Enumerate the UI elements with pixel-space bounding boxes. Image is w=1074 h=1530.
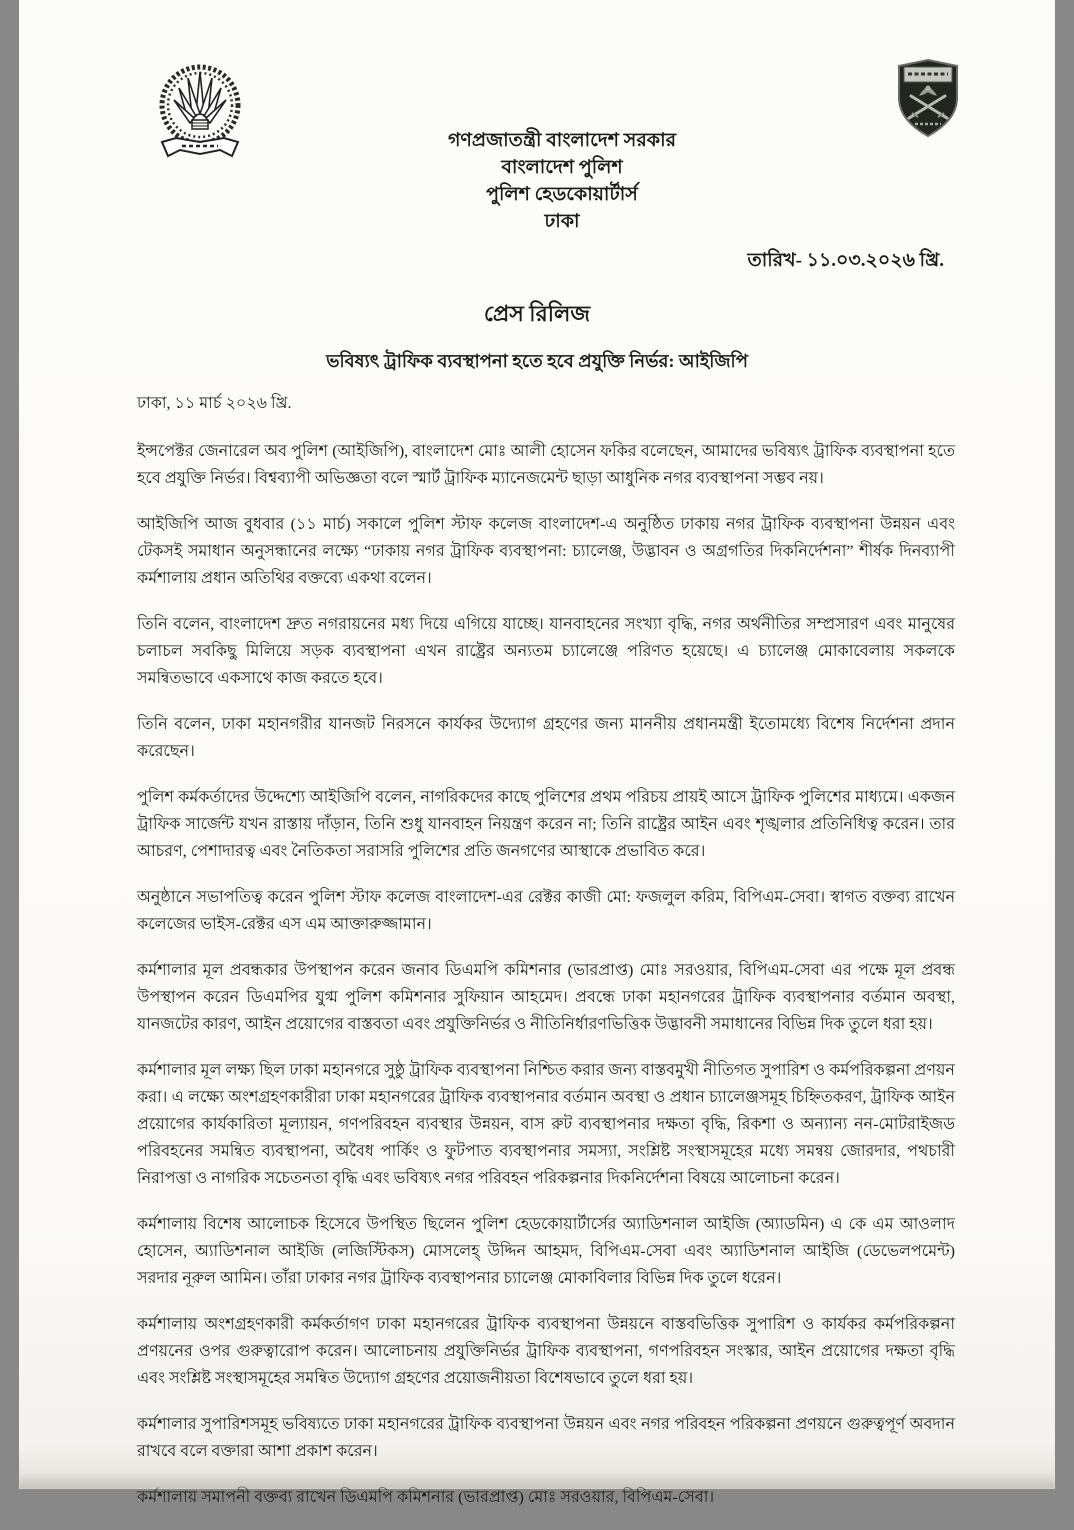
body-paragraph: তিনি বলেন, ঢাকা মহানগরীর যানজট নিরসনে কার্যকর উদ্যোগ গ্রহণের জন্য মাননীয় প্রধানমন্ত্রী ইতোমধ্যে বিশেষ নির্দেশনা প্রদান করেছেন।	[137, 716, 955, 760]
body-paragraph: ইন্সপেক্টর জেনারেল অব পুলিশ (আইজিপি), বাংলাদেশ মোঃ আলী হোসেন ফকির বলেছেন, আমাদের ভবিষ্যৎ ট্রাফিক ব্যবস্থাপনা হতে হবে প্রযুক্তি নির্ভর। বিশ্বব্যাপী অভিজ্ঞতা বলে স্মার্ট ট্রাফিক ম্যানেজমেন্ট ছাড়া আধুনিক নগর ব্যবস্থাপনা সম্ভব নয়।	[137, 443, 955, 487]
header-govt-line: গণপ্রজাতন্ত্রী বাংলাদেশ সরকার	[447, 130, 677, 151]
header-hq-line: পুলিশ হেডকোয়ার্টার্স	[486, 184, 638, 205]
press-release-body	[137, 390, 955, 1530]
body-paragraph: পুলিশ কর্মকর্তাদের উদ্দেশ্যে আইজিপি বলেন, নাগরিকদের কাছে পুলিশের প্রথম পরিচয় প্রায়ই আসে ট্রাফিক পুলিশের মাধ্যমে। একজন ট্রাফিক সার্জেন্ট যখন রাস্তায় দাঁড়ান, তিনি শুধু যানবাহন নিয়ন্ত্রণ করেন না; তিনি রাষ্ট্রের আইন এবং শৃঙ্খলার প্রতিনিধিত্ব করেন। তার আচরণ, পেশাদারত্ব এবং নৈতিকতা সরাসরি পুলিশের প্রতি জনগণের আস্থাকে প্রভাবিত করে।	[137, 789, 955, 860]
document-date: তারিখ- ১১.০৩.২০২৬ খ্রি.	[747, 250, 944, 271]
government-header	[44, 127, 1074, 235]
press-release-page	[19, 0, 1055, 1506]
body-paragraph: কর্মশালায় বিশেষ আলোচক হিসেবে উপস্থিত ছিলেন পুলিশ হেডকোয়ার্টার্সের অ্যাডিশনাল আইজি (অ্যাডমিন) এ কে এম আওলাদ হোসেন, অ্যাডিশনাল আইজি (লজিস্টিকস) মোসলেহ্ উদ্দিন আহমদ, বিপিএম-সেবা এবং অ্যাডিশনাল আইজি (ডেভেলপমেন্ট) সরদার নূরুল আমিন। তাঁরা ঢাকার নগর ট্রাফিক ব্যবস্থাপনার চ্যালেঞ্জ মোকাবিলার বিভিন্ন দিক তুলে ধরেন।	[137, 1216, 955, 1287]
press-release-title: প্রেস রিলিজ	[483, 301, 591, 326]
body-paragraph: কর্মশালার সুপারিশসমূহ ভবিষ্যতে ঢাকা মহানগরের ট্রাফিক ব্যবস্থাপনা উন্নয়ন এবং নগর পরিবহন পরিকল্পনা প্রণয়নে গুরুত্বপূর্ণ অবদান রাখবে বলে বক্তারা আশা প্রকাশ করেন।	[137, 1416, 955, 1460]
body-paragraph: কর্মশালার মূল লক্ষ্য ছিল ঢাকা মহানগরে সুষ্ঠু ট্রাফিক ব্যবস্থাপনা নিশ্চিত করার জন্য বাস্তবমুখী নীতিগত সুপারিশ ও কর্মপরিকল্পনা প্রণয়ন করা। এ লক্ষ্যে অংশগ্রহণকারীরা ঢাকা মহানগরের ট্রাফিক ব্যবস্থাপনার বর্তমান অবস্থা ও প্রধান চ্যালেঞ্জসমূহ চিহ্নিতকরণ, ট্রাফিক আইন প্রয়োগের কার্যকারিতা মূল্যায়ন, গণপরিবহন ব্যবস্থার উন্নয়ন, বাস রুট ব্যবস্থাপনার দক্ষতা বৃদ্ধি, রিকশা ও অন্যান্য নন-মোটরাইজড পরিবহনের সমন্বিত ব্যবস্থাপনা, অবৈধ পার্কিং ও ফুটপাত ব্যবস্থাপনার সমস্যা, সংশ্লিষ্ট সংস্থাসমূহের মধ্যে সমন্বয় জোরদার, পথচারী নিরাপত্তা ও নাগরিক সচেতনতা বৃদ্ধি এবং ভবিষ্যৎ নগর পরিবহন পরিকল্পনার দিকনির্দেশনা বিষয়ে আলোচনা করেন।	[137, 1062, 955, 1187]
body-dateline: ঢাকা, ১১ মার্চ ২০২৬ খ্রি.	[137, 395, 292, 412]
body-paragraph: কর্মশালায় অংশগ্রহণকারী কর্মকর্তাগণ ঢাকা মহানগরের ট্রাফিক ব্যবস্থাপনা উন্নয়নে বাস্তবভিত্তিক সুপারিশ ও কার্যকর কর্মপরিকল্পনা প্রণয়নের ওপর গুরুত্বারোপ করেন। আলোচনায় প্রযুক্তিনির্ভর ট্রাফিক ব্যবস্থাপনা, গণপরিবহন সংস্কার, আইন প্রয়োগের দক্ষতা বৃদ্ধি এবং সংশ্লিষ্ট সংস্থাসমূহের সমন্বিত উদ্যোগ গ্রহণের প্রয়োজনীয়তা বিশেষভাবে তুলে ধরা হয়।	[137, 1316, 955, 1387]
header-city-line: ঢাকা	[544, 211, 580, 232]
press-release-subtitle: ভবিষ্যৎ ট্রাফিক ব্যবস্থাপনা হতে হবে প্রযুক্তি নির্ভর: আইজিপি	[326, 351, 748, 371]
body-paragraph: অনুষ্ঠানে সভাপতিত্ব করেন পুলিশ স্টাফ কলেজ বাংলাদেশ-এর রেক্টর কাজী মো: ফজলুল করিম, বিপিএম-সেবা। স্বাগত বক্তব্য রাখেন কলেজের ভাইস-রেক্টর এস এম আক্তারুজ্জামান।	[137, 889, 955, 933]
scan-artifact-bottom-edge	[19, 1473, 1055, 1489]
body-paragraph: কর্মশালায় সমাপনী বক্তব্য রাখেন ডিএমপি কমিশনার (ভারপ্রাপ্ত) মোঃ সরওয়ার, বিপিএম-সেবা।	[137, 1489, 715, 1506]
body-paragraph: তিনি বলেন, বাংলাদেশ দ্রুত নগরায়নের মধ্য দিয়ে এগিয়ে যাচ্ছে। যানবাহনের সংখ্যা বৃদ্ধি, নগর অর্থনীতির সম্প্রসারণ এবং মানুষের চলাচল সবকিছু মিলিয়ে সড়ক ব্যবস্থাপনা এখন রাষ্ট্রের অন্যতম চ্যালেঞ্জে পরিণত হয়েছে। এ চ্যালেঞ্জ মোকাবেলায় সকলকে সমন্বিতভাবে একসাথে কাজ করতে হবে।	[137, 616, 955, 687]
body-paragraph: কর্মশালার মূল প্রবন্ধকার উপস্থাপন করেন জনাব ডিএমপি কমিশনার (ভারপ্রাপ্ত) মোঃ সরওয়ার, বিপিএম-সেবা এর পক্ষে মূল প্রবন্ধ উপস্থাপন করেন ডিএমপির যুগ্ম পুলিশ কমিশনার সুফিয়ান আহমেদ। প্রবন্ধে ঢাকা মহানগরের ট্রাফিক ব্যবস্থাপনার বর্তমান অবস্থা, যানজটের কারণ, আইন প্রয়োগের বাস্তবতা এবং প্রযুক্তিনির্ভর ও নীতিনির্ধারণভিত্তিক উদ্ভাবনী সমাধানের বিভিন্ন দিক তুলে ধরা হয়।	[137, 962, 955, 1033]
body-paragraph: আইজিপি আজ বুধবার (১১ মার্চ) সকালে পুলিশ স্টাফ কলেজ বাংলাদেশ-এ অনুষ্ঠিত ঢাকায় নগর ট্রাফিক ব্যবস্থাপনা উন্নয়ন এবং টেকসই সমাধান অনুসন্ধানের লক্ষ্যে “ঢাকায় নগর ট্রাফিক ব্যবস্থাপনা: চ্যালেঞ্জ, উদ্ভাবন ও অগ্রগতির দিকনির্দেশনা” শীর্ষক দিনব্যাপী কর্মশালায় প্রধান অতিথির বক্তব্যে একথা বলেন।	[137, 516, 955, 587]
header-org-line: বাংলাদেশ পুলিশ	[501, 157, 623, 178]
